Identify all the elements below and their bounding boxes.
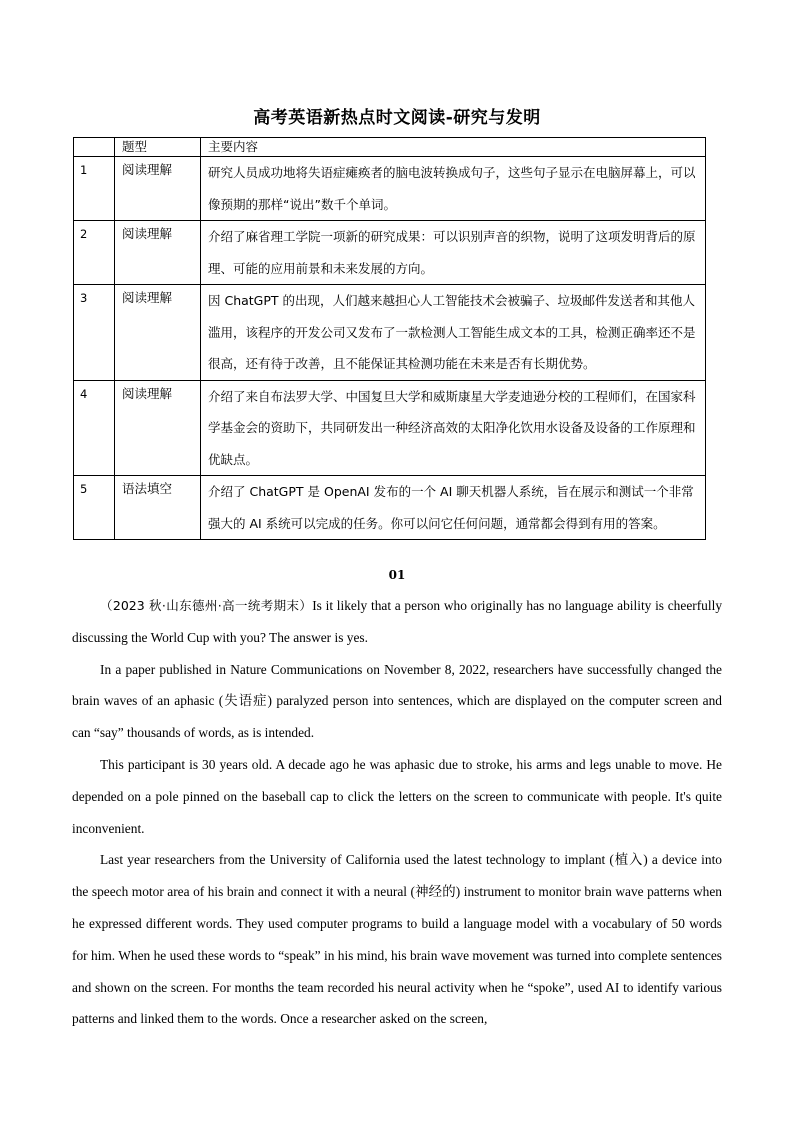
header-num [74,138,115,157]
summary-table [73,137,706,540]
row-content: 介绍了 ChatGPT 是 OpenAI 发布的一个 AI 聊天机器人系统，旨在展示和测试一个非常强大的 AI 系统可以完成的任务。你可以问它任何问题，通常都会得到有用的答案。 [201,476,706,540]
row-type: 阅读理解 [115,380,201,476]
table-row [74,285,706,381]
header-type: 题型 [115,138,201,157]
paragraph-text: Is it likely that a person who originally has no language ability is cheerfully discussing the World Cup with you? The answer is yes. [72,598,723,645]
row-type: 阅读理解 [115,285,201,381]
paragraph: In a paper published in Nature Communications on November 8, 2022, researchers have successfully changed the brain waves of an aphasic (失语症) paralyzed person into sentences, which are displayed on the computer screen and can “say” thousands of words, as is intended. [72,661,722,741]
paragraph: Last year researchers from the University of California used the latest technology to implant (植入) a device into the speech motor area of his brain and connect it with a neural (神经的) instrument to monitor brain wave patterns when he expressed different words. They used computer programs to build a language model with a vocabulary of 50 words for him. When he used these words to “speak” in his mind, his brain wave movement was turned into complete sentences and shown on the screen. For months the team recorded his neural activity when he “spoke”, used AI to identify various patterns and linked them to the words. Once a researcher asked on the screen, [72,852,722,1027]
row-num: 4 [74,380,115,476]
row-content: 因 ChatGPT 的出现，人们越来越担心人工智能技术会被骗子、垃圾邮件发送者和其他人滥用，该程序的开发公司又发布了一款检测人工智能生成文本的工具，检测正确率还不是很高，还有待于改善，且不能保证其检测功能在未来是否有长期优势。 [201,285,706,381]
table-row [74,476,706,540]
question-source: （2023 秋·山东德州·高一统考期末） [100,598,313,613]
row-content: 介绍了来自布法罗大学、中国复旦大学和威斯康星大学麦迪逊分校的工程师们，在国家科学基金会的资助下，共同研发出一种经济高效的太阳净化饮用水设备及设备的工作原理和优缺点。 [201,380,706,476]
row-type: 阅读理解 [115,157,201,221]
table-row [74,221,706,285]
row-num: 3 [74,285,115,381]
row-type: 阅读理解 [115,221,201,285]
row-num: 5 [74,476,115,540]
page-title: 高考英语新热点时文阅读-研究与发明 [253,108,541,128]
row-content: 研究人员成功地将失语症瘫痪者的脑电波转换成句子，这些句子显示在电脑屏幕上，可以像预期的那样“说出”数千个单词。 [201,157,706,221]
section-number: 01 [388,568,406,582]
article-body [72,590,722,1035]
paragraph [72,590,722,654]
table-row [74,157,706,221]
row-content: 介绍了麻省理工学院一项新的研究成果：可以识别声音的织物，说明了这项发明背后的原理、可能的应用前景和未来发展的方向。 [201,221,706,285]
row-num: 2 [74,221,115,285]
table-header-row [74,138,706,157]
row-num: 1 [74,157,115,221]
table-row [74,380,706,476]
header-content: 主要内容 [201,138,706,157]
paragraph: This participant is 30 years old. A decade ago he was aphasic due to stroke, his arms and legs unable to move. He depended on a pole pinned on the baseball cap to click the letters on the screen to communicate with people. It's quite inconvenient. [72,756,722,836]
row-type: 语法填空 [115,476,201,540]
